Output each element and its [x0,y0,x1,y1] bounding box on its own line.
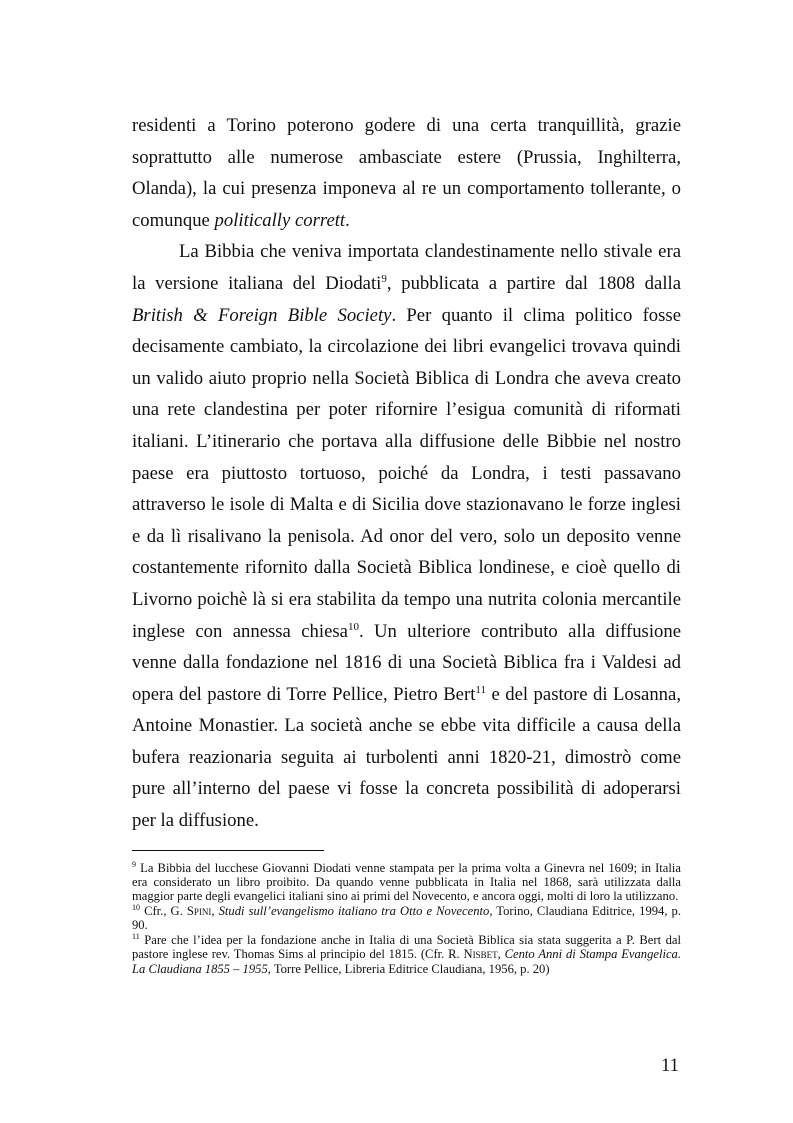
footnote-10 [132,904,681,933]
footnote-11 [132,933,681,976]
paragraph-1-text: residenti a Torino poterono godere di una certa tranquillità, grazie soprattutto alle numerose ambasciate estere (Prussia, Inghilterra, Olanda), la cui presenza imponeva al re un comportamento tollerante, o comunque [132,115,681,231]
footnote-separator [132,850,324,851]
paragraph-1-italic: politically corrett [214,209,346,231]
page-number: 11 [661,1055,679,1076]
footnote-11-part-1: Pare che l’idea per la fondazione anche in Italia di una Società Biblica sia stata suggerita a P. Bert dal pastore inglese rev. Thomas Sims al principio del 1815. (Cfr. R. [132,932,681,962]
page-content [132,110,681,976]
paragraph-2-italic: British & Foreign Bible Society [132,304,392,326]
footnote-10-number: 10 [132,902,140,912]
footnote-11-part-2: , [497,947,505,962]
paragraph-2-part-3: . Per quanto il clima politico fosse decisamente cambiato, la circolazione dei libri evangelici trovava quindi un valido aiuto proprio nella Società Biblica di Londra che aveva creato una rete clandestina per poter rifornire l’esigua comunità di riformati italiani. L’itinerario che portava alla diffusione delle Bibbie nel nostro paese era piuttosto tortuoso, poiché da Londra, i testi passavano attraverso le isole di Malta e di Sicilia dove stazionavano le forze inglesi e da lì risalivano la penisola. Ad onor del vero, solo un deposito venne costantemente rifornito dalla Società Biblica londinese, e cioè quello di Livorno poichè là si era stabilita da tempo una nutrita colonia mercantile inglese con annessa chiesa [132,304,681,642]
footnote-ref-11[interactable]: 11 [475,683,486,696]
body-text [132,110,681,837]
footnote-11-author: Nisbet [463,947,498,962]
paragraph-2-part-1: La Bibbia che veniva importata clandestinamente nello stivale era la versione italiana del Diodati [132,241,681,294]
footnote-ref-10[interactable]: 10 [347,620,359,633]
paragraph-1 [132,110,681,236]
footnotes [132,861,681,976]
footnote-11-number: 11 [132,931,140,941]
footnote-ref-9[interactable]: 9 [381,272,387,285]
paragraph-1-end: . [345,209,350,231]
footnote-10-part-2: , [211,903,219,918]
footnote-9-number: 9 [132,859,136,869]
paragraph-2 [132,236,681,836]
paragraph-2-part-4: . Un ulteriore contributo alla diffusione venne dalla fondazione nel 1816 di una Società Biblica fra i Valdesi ad opera del pastore di Torre Pellice, Pietro Bert [132,620,681,705]
footnote-11-title: Cento Anni di Stampa Evangelica. La Claudiana 1855 – 1955 [132,947,682,976]
paragraph-2-part-5: e del pastore di Losanna, Antoine Monastier. La società anche se ebbe vita difficile a causa della bufera reazionaria seguita ai turbolenti anni 1820-21, dimostrò come pure all’interno del paese vi fosse la concreta possibilità di adoperarsi per la diffusione. [132,683,681,832]
footnote-10-part-3: , Torino, Claudiana Editrice, 1994, p. 90. [132,903,682,933]
footnote-11-part-3: , Torre Pellice, Libreria Editrice Claudiana, 1956, p. 20) [267,961,550,976]
footnote-9 [132,861,681,904]
paragraph-2-part-2: , pubblicata a partire dal 1808 dalla [386,272,681,294]
footnote-9-text: La Bibbia del lucchese Giovanni Diodati venne stampata per la prima volta a Ginevra nel 1609; in Italia era considerato un libro proibito. Da quando venne pubblicata in Italia nel 1868, sarà utilizzata dalla maggior parte degli evangelici italiani sino ai primi del Novecento, e ancora oggi, molti di loro la utilizzano. [132,860,681,904]
footnote-10-title: Studi sull’evangelismo italiano tra Otto e Novecento [218,903,490,918]
footnote-10-author: Spini [186,903,212,918]
footnote-10-part-1: Cfr., G. [140,903,187,918]
